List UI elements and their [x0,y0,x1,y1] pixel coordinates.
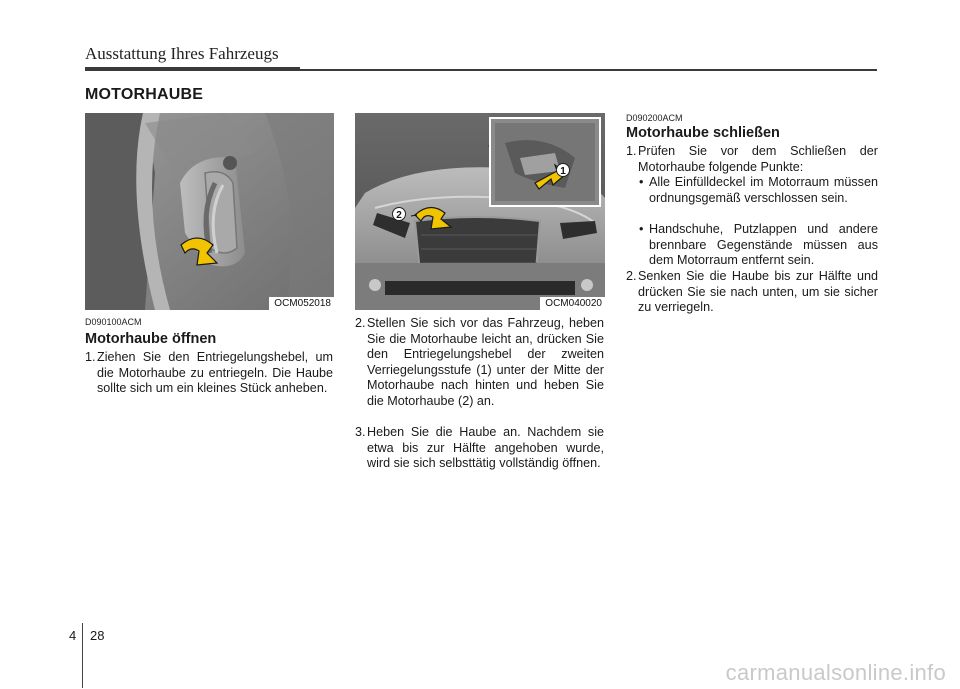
instruction-step: 2.Senken Sie die Haube bis zur Hälfte und drücken Sie sie nach unten, um sie sicher zu verriegeln. [626,269,878,315]
figure-code-label: OCM052018 [269,297,334,310]
section-code: D090100ACM [85,317,142,327]
header-rule-accent [85,67,300,71]
instruction-step: 3.Heben Sie die Haube an. Nachdem sie etwa bis zur Hälfte angehoben wurde, wird sie sich selbsttätig vollständig öffnen. [355,425,604,471]
checklist-bullet: • Alle Einfülldeckel im Motorraum müssen ordnungsgemäß verschlossen sein. [639,175,878,205]
page-number-divider [82,623,83,688]
section-code: D090200ACM [626,113,683,123]
instruction-step: 1.Ziehen Sie den Entriegelungshebel, um die Motorhaube zu entriegeln. Die Haube sollte sich um ein kleines Stück anheben. [85,350,333,396]
section-title: MOTORHAUBE [85,86,204,103]
page-number: 28 [90,628,105,643]
chapter-number: 4 [69,628,77,643]
instruction-step: 2.Stellen Sie sich vor das Fahrzeug, heben Sie die Motorhaube leicht an, drücken Sie den Entriegelungshebel der zweiten Verriegelungsstufe (1) unter der Mitte der Motorhaube nach hinten und heben Sie die Motorhaube (2) an. [355,316,604,408]
callout-1-label: 1 [560,166,566,177]
figure-code-label: OCM040020 [540,297,605,310]
hood-release-lever-figure [85,113,334,310]
car-front-illustration [355,113,605,310]
subsection-heading: Motorhaube öffnen [85,331,217,347]
checklist-bullet: • Handschuhe, Putzlappen und andere brennbare Gegenstände müssen aus dem Motorraum entfernt sein. [639,222,878,268]
header-rule [300,69,877,71]
callout-2-label: 2 [396,210,402,221]
watermark-text[interactable]: carmanualsonline.info [725,660,946,685]
hood-release-lever-illustration [85,113,334,310]
instruction-step: 1.Prüfen Sie vor dem Schließen der Motorhaube folgende Punkte: [626,144,878,174]
running-header: Ausstattung Ihres Fahrzeugs [85,44,279,63]
hood-latch-figure [355,113,605,310]
subsection-heading: Motorhaube schließen [626,125,780,141]
